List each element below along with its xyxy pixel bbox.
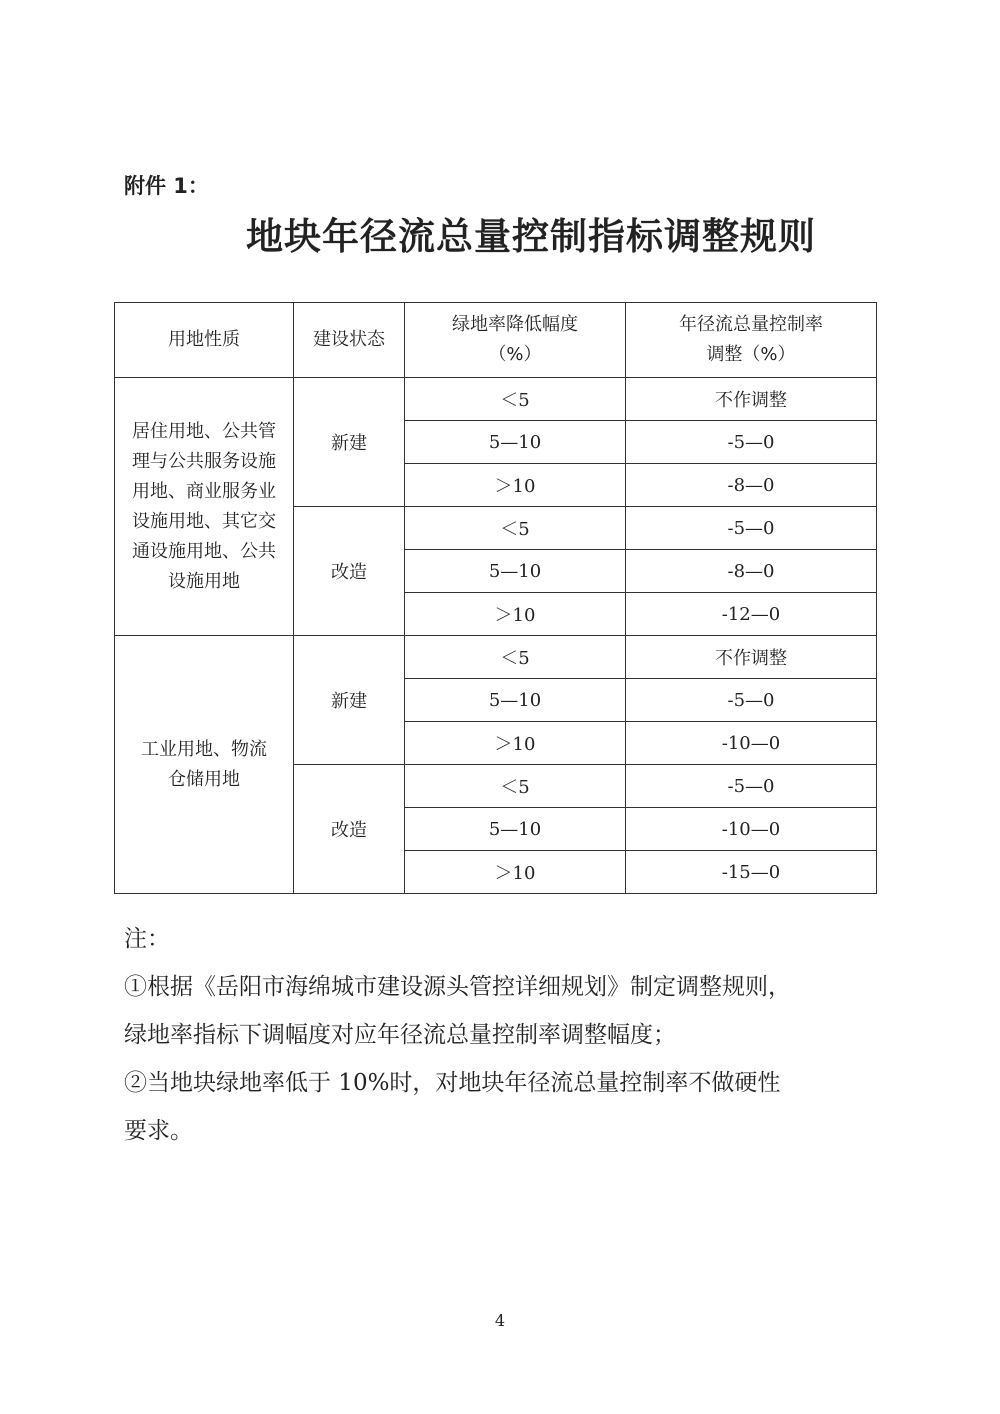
land-use-line: 设施用地	[168, 570, 240, 592]
land-use-cell	[115, 378, 294, 636]
green-drop-cell: 5—10	[405, 550, 626, 593]
runoff-adjust-cell: -5—0	[626, 765, 877, 808]
note-line: ②当地块绿地率低于 10%时，对地块年径流总量控制率不做硬性	[124, 1070, 781, 1096]
green-drop-cell: 5—10	[405, 679, 626, 722]
notes-section	[124, 915, 884, 1155]
runoff-adjust-cell: -10—0	[626, 808, 877, 851]
green-drop-cell: ＞10	[405, 851, 626, 894]
header-green-rate-drop-line1: 绿地率降低幅度	[452, 314, 578, 335]
land-use-line: 设施用地、其它交	[132, 510, 276, 532]
table-row	[115, 378, 877, 421]
status-cell: 新建	[294, 378, 405, 507]
header-green-rate-drop-line2: （%）	[488, 344, 542, 365]
green-drop-cell: ＜5	[405, 636, 626, 679]
table-header-row	[115, 303, 877, 378]
header-runoff-line2: 调整（%）	[706, 344, 796, 365]
green-drop-cell: ＜5	[405, 507, 626, 550]
status-cell: 改造	[294, 765, 405, 894]
header-green-rate-drop	[405, 303, 626, 378]
runoff-adjust-cell: 不作调整	[626, 378, 877, 421]
runoff-adjust-cell: -8—0	[626, 464, 877, 507]
attachment-label: 附件 1：	[124, 174, 209, 198]
runoff-adjust-cell: -12—0	[626, 593, 877, 636]
runoff-adjust-cell: -5—0	[626, 421, 877, 464]
notes-heading: 注：	[124, 926, 170, 952]
green-drop-cell: ＞10	[405, 464, 626, 507]
land-use-line: 用地、商业服务业	[132, 480, 276, 502]
runoff-adjust-cell: -10—0	[626, 722, 877, 765]
green-drop-cell: ＞10	[405, 722, 626, 765]
note-line: ①根据《岳阳市海绵城市建设源头管控详细规划》制定调整规则，	[124, 974, 791, 1000]
status-cell: 改造	[294, 507, 405, 636]
status-cell: 新建	[294, 636, 405, 765]
green-drop-cell: ＜5	[405, 765, 626, 808]
land-use-line: 仓储用地	[168, 768, 240, 790]
runoff-adjust-cell: -15—0	[626, 851, 877, 894]
land-use-line: 理与公共服务设施	[132, 450, 276, 472]
land-use-line: 工业用地、物流	[141, 738, 267, 760]
land-use-cell	[115, 636, 294, 894]
adjustment-rules-table	[114, 302, 877, 894]
table-row	[115, 636, 877, 679]
header-runoff-control-adjustment	[626, 303, 877, 378]
land-use-line: 通设施用地、公共	[132, 540, 276, 562]
runoff-adjust-cell: -8—0	[626, 550, 877, 593]
page-number: 4	[494, 1311, 506, 1330]
green-drop-cell: 5—10	[405, 421, 626, 464]
green-drop-cell: ＜5	[405, 378, 626, 421]
green-drop-cell: 5—10	[405, 808, 626, 851]
green-drop-cell: ＞10	[405, 593, 626, 636]
header-land-use: 用地性质	[115, 303, 294, 378]
runoff-adjust-cell: -5—0	[626, 679, 877, 722]
header-runoff-line1: 年径流总量控制率	[679, 314, 823, 335]
header-construction-status: 建设状态	[294, 303, 405, 378]
page-title: 地块年径流总量控制指标调整规则	[246, 215, 816, 258]
runoff-adjust-cell: -5—0	[626, 507, 877, 550]
note-line: 绿地率指标下调幅度对应年径流总量控制率调整幅度；	[124, 1022, 676, 1048]
note-line: 要求。	[124, 1118, 193, 1144]
runoff-adjust-cell: 不作调整	[626, 636, 877, 679]
land-use-line: 居住用地、公共管	[132, 420, 276, 442]
